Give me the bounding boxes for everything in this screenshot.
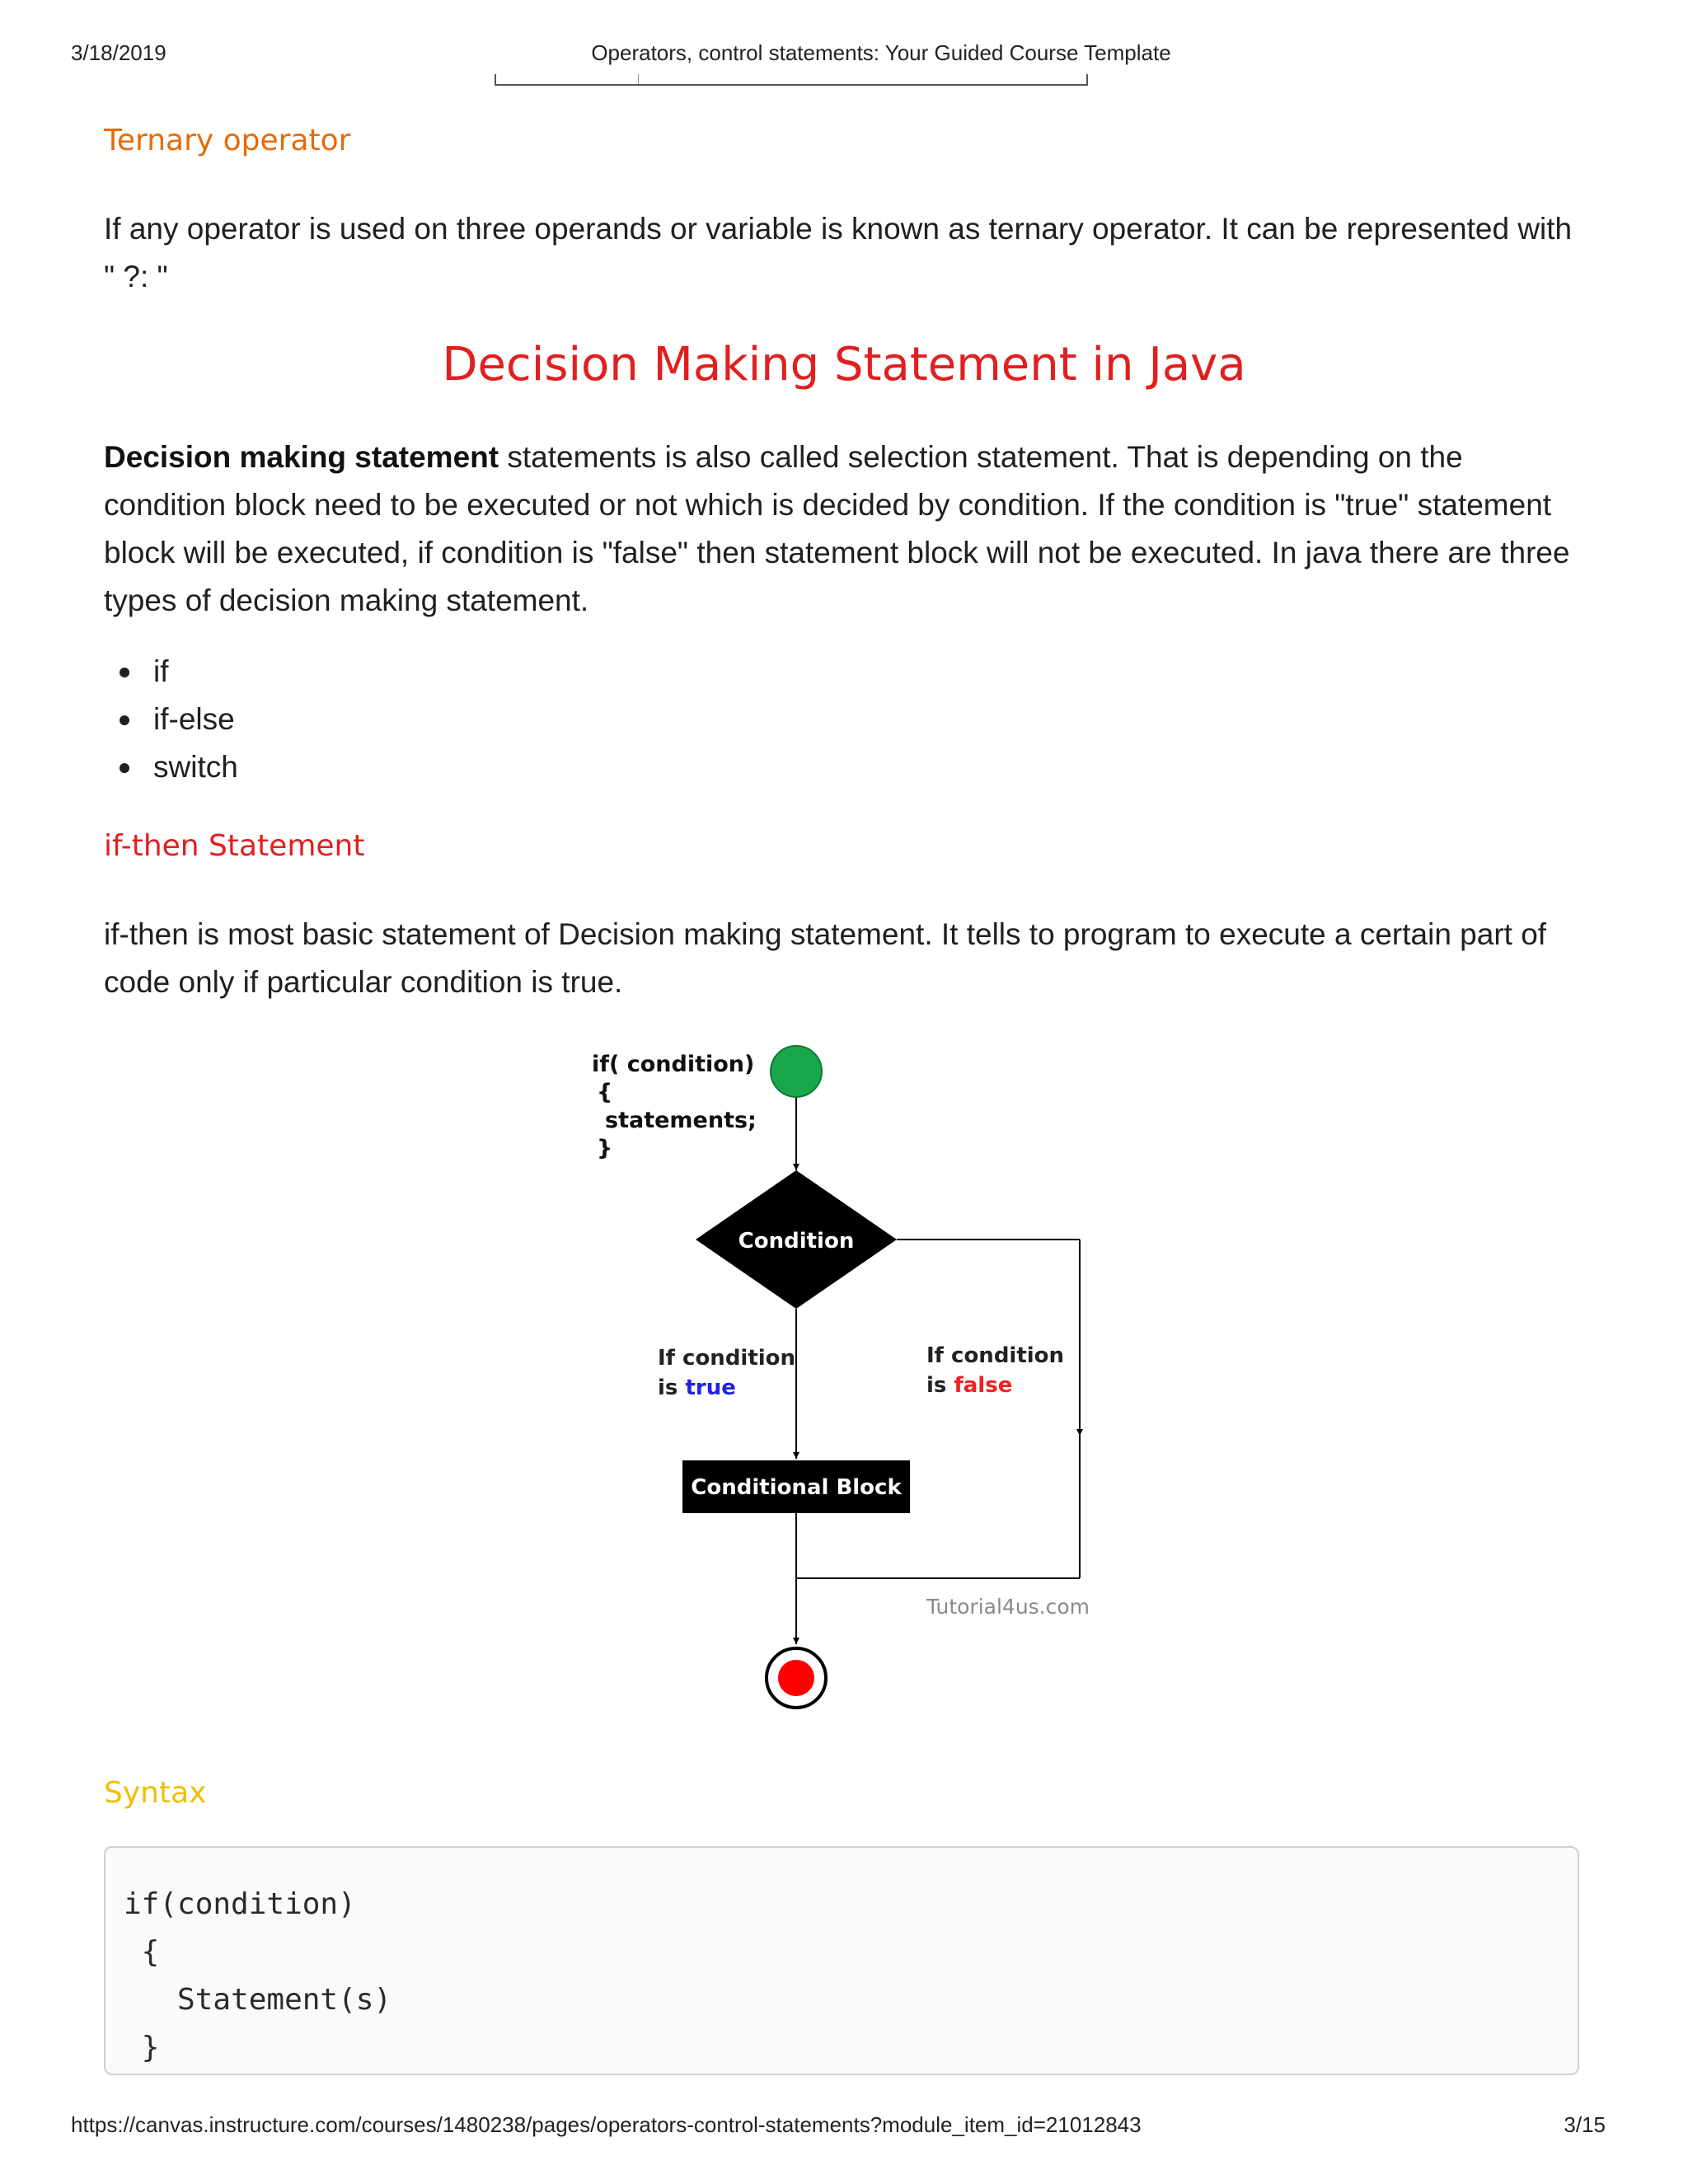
true-label-is: is (658, 1376, 678, 1400)
list-item: if (104, 648, 238, 696)
diagram-code-line: statements; (605, 1108, 757, 1133)
code-line: { (124, 1935, 160, 1969)
ternary-paragraph: If any operator is used on three operands or variable is known as ternary operator. It can be represented with " ?: " (104, 212, 1573, 293)
diagram-code-line: { (597, 1080, 613, 1105)
decision-text: statements is also called selection statement. That is depending on the condition block need to be executed or not which is decided by condition. If the condition is "true" statement block will be executed, if condition is "false" then statement block will not be executed. In java there are three types of decision making statement. (104, 440, 1570, 617)
svg-text:is true (658, 1376, 736, 1400)
conditional-block-label: Conditional Block (691, 1475, 902, 1500)
print-page-number: 3/15 (1564, 2112, 1606, 2137)
diagram-code-line: } (597, 1136, 613, 1161)
decision-bold-term: Decision making statement (104, 440, 499, 474)
decision-paragraph (104, 434, 1587, 625)
code-line: if(condition) (124, 1887, 356, 1921)
code-block (104, 1846, 1579, 2075)
true-word: true (685, 1376, 736, 1400)
print-date: 3/18/2019 (71, 40, 166, 65)
print-page-title: Operators, control statements: Your Guided Course Template (591, 40, 1171, 65)
decision-title: Decision Making Statement in Java (442, 338, 1246, 391)
table-remnant (495, 74, 1088, 86)
ternary-heading: Ternary operator (104, 124, 351, 157)
condition-label: Condition (738, 1229, 855, 1254)
decision-types-list (104, 648, 238, 791)
svg-text:is false (926, 1373, 1012, 1398)
diagram-code-line: if( condition) (592, 1052, 755, 1077)
list-item: if-else (104, 696, 238, 743)
list-item: switch (104, 743, 238, 791)
false-label-line: If condition (926, 1343, 1065, 1368)
code-line: Statement(s) (124, 1983, 392, 2017)
syntax-heading: Syntax (104, 1776, 207, 1810)
code-line: } (124, 2031, 160, 2064)
start-node (771, 1046, 822, 1097)
watermark: Tutorial4us.com (926, 1595, 1090, 1619)
ifthen-heading: if-then Statement (104, 829, 365, 863)
true-label-line: If condition (658, 1346, 796, 1371)
ifthen-paragraph: if-then is most basic statement of Decision making statement. It tells to program to execute a certain part of code only if particular condition is true. (104, 917, 1547, 999)
false-word: false (954, 1373, 1013, 1398)
if-flowchart (577, 1038, 1104, 1722)
print-url: https://canvas.instructure.com/courses/1480238/pages/operators-control-statements?module_item_id=21012843 (71, 2112, 1142, 2137)
false-label-is: is (926, 1373, 947, 1398)
